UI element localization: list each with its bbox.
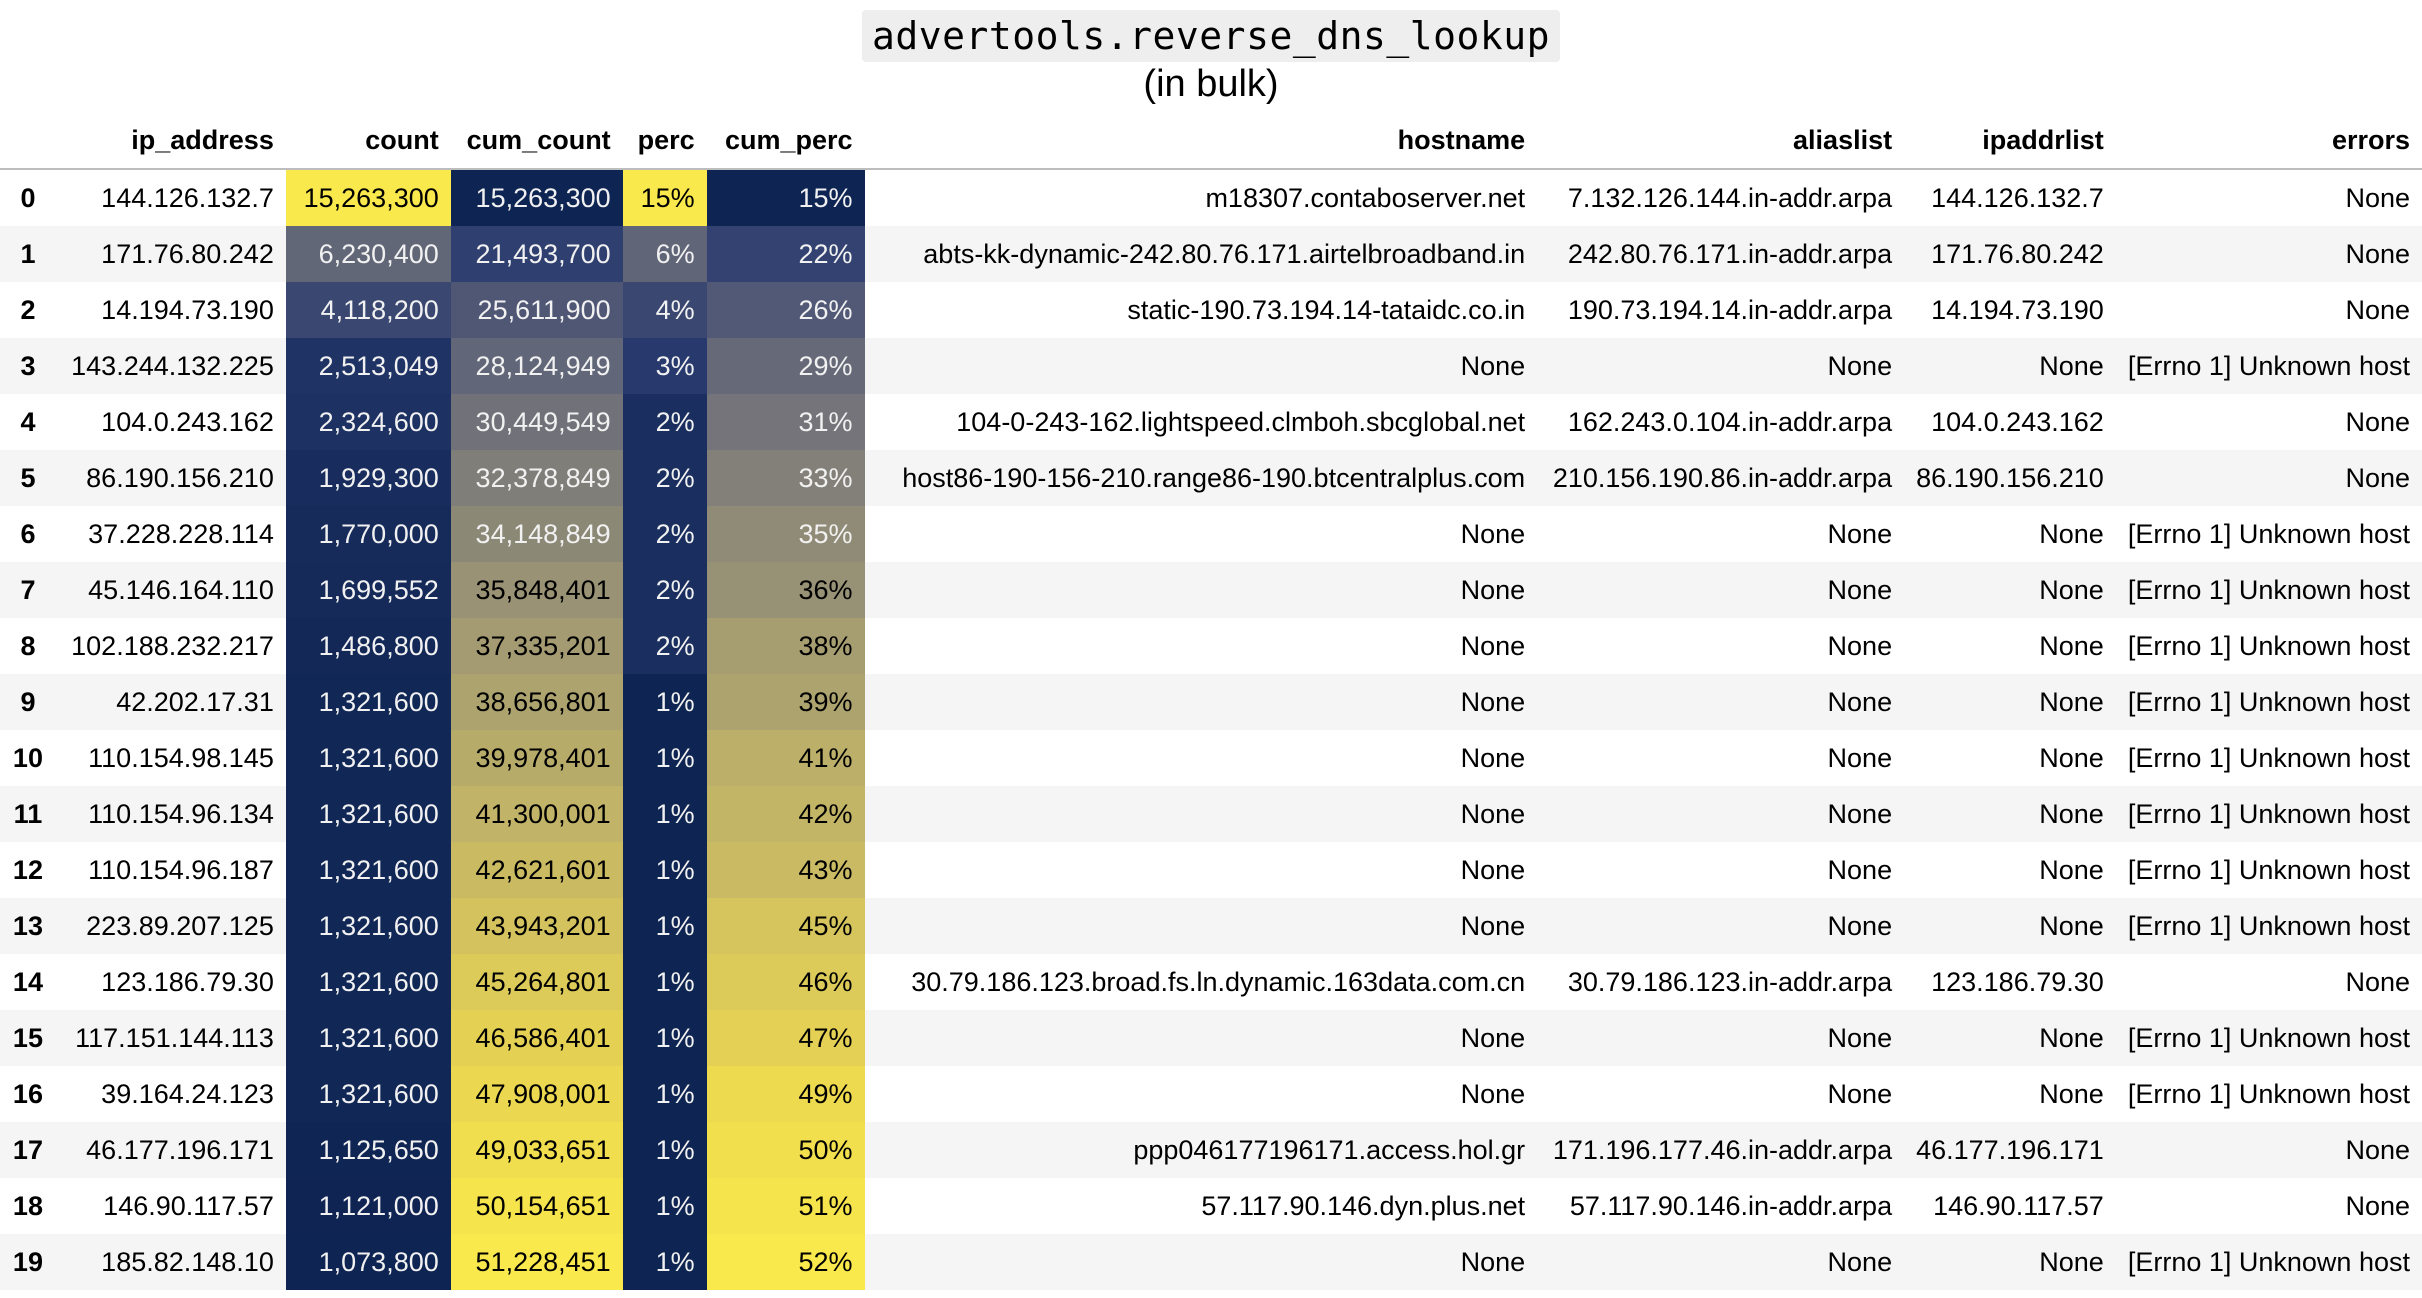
- row-index: 5: [20, 462, 36, 493]
- cell-cum-count: 39,978,401: [451, 730, 623, 786]
- cell-ipaddrlist: None: [2039, 686, 2104, 717]
- cell-errors: [Errno 1] Unknown host: [2127, 630, 2410, 661]
- table-row: [0, 338, 2422, 394]
- table-row: [0, 954, 2422, 1010]
- cell-count: 1,699,552: [286, 562, 451, 618]
- cell-perc: 1%: [623, 786, 707, 842]
- cell-cum-perc: 46%: [707, 954, 865, 1010]
- cell-perc: 1%: [623, 842, 707, 898]
- row-index: 0: [20, 182, 36, 213]
- cell-ipaddrlist: None: [2039, 518, 2104, 549]
- cell-ip-address: 146.90.117.57: [103, 1190, 274, 1221]
- table-row: [0, 450, 2422, 506]
- header-count: count: [286, 112, 451, 169]
- cell-perc: 1%: [623, 1122, 707, 1178]
- cell-ip-address: 37.228.228.114: [88, 518, 274, 549]
- cell-cum-perc: 43%: [707, 842, 865, 898]
- cell-hostname: None: [1460, 1078, 1526, 1109]
- cell-cum-count: 28,124,949: [451, 338, 623, 394]
- header-aliaslist: aliaslist: [1537, 112, 1904, 169]
- cell-errors: [Errno 1] Unknown host: [2127, 686, 2410, 717]
- header-row: [0, 112, 2422, 169]
- cell-cum-count: 42,621,601: [451, 842, 623, 898]
- cell-cum-perc: 38%: [707, 618, 865, 674]
- cell-errors: [Errno 1] Unknown host: [2127, 1022, 2410, 1053]
- cell-errors: [Errno 1] Unknown host: [2127, 350, 2410, 381]
- cell-ipaddrlist: 123.186.79.30: [1931, 966, 2104, 997]
- cell-perc: 4%: [623, 282, 707, 338]
- cell-count: 1,321,600: [286, 1066, 451, 1122]
- cell-ipaddrlist: None: [2039, 854, 2104, 885]
- cell-cum-perc: 39%: [707, 674, 865, 730]
- row-index: 7: [20, 574, 36, 605]
- title-code: advertools.reverse_dns_lookup: [862, 10, 1560, 62]
- cell-count: 1,321,600: [286, 786, 451, 842]
- cell-hostname: None: [1460, 798, 1526, 829]
- cell-count: 1,125,650: [286, 1122, 451, 1178]
- cell-ip-address: 110.154.98.145: [88, 742, 274, 773]
- cell-ip-address: 14.194.73.190: [101, 294, 274, 325]
- table-row: [0, 1010, 2422, 1066]
- cell-aliaslist: 190.73.194.14.in-addr.arpa: [1567, 294, 1893, 325]
- cell-hostname: m18307.contaboserver.net: [1205, 182, 1526, 213]
- cell-ip-address: 143.244.132.225: [71, 350, 274, 381]
- cell-perc: 2%: [623, 450, 707, 506]
- cell-hostname: static-190.73.194.14-tataidc.co.in: [1127, 294, 1526, 325]
- cell-cum-perc: 41%: [707, 730, 865, 786]
- cell-errors: [Errno 1] Unknown host: [2127, 518, 2410, 549]
- cell-errors: [Errno 1] Unknown host: [2127, 1078, 2410, 1109]
- table-row: [0, 226, 2422, 282]
- cell-aliaslist: 7.132.126.144.in-addr.arpa: [1567, 182, 1893, 213]
- cell-count: 1,121,000: [286, 1178, 451, 1234]
- cell-ip-address: 110.154.96.187: [88, 854, 274, 885]
- cell-cum-perc: 29%: [707, 338, 865, 394]
- table-row: [0, 1178, 2422, 1234]
- table-row: [0, 618, 2422, 674]
- table-row: [0, 169, 2422, 226]
- table-row: [0, 730, 2422, 786]
- cell-cum-count: 32,378,849: [451, 450, 623, 506]
- cell-ipaddrlist: None: [2039, 630, 2104, 661]
- cell-errors: None: [2345, 1134, 2410, 1165]
- cell-count: 4,118,200: [286, 282, 451, 338]
- header-errors: errors: [2116, 112, 2422, 169]
- cell-errors: None: [2345, 294, 2410, 325]
- cell-aliaslist: None: [1827, 798, 1893, 829]
- cell-cum-count: 21,493,700: [451, 226, 623, 282]
- cell-ipaddrlist: 146.90.117.57: [1933, 1190, 2104, 1221]
- cell-cum-count: 43,943,201: [451, 898, 623, 954]
- cell-ip-address: 223.89.207.125: [86, 910, 274, 941]
- cell-ip-address: 104.0.243.162: [101, 406, 274, 437]
- cell-cum-count: 51,228,451: [451, 1234, 623, 1290]
- cell-aliaslist: None: [1827, 686, 1893, 717]
- cell-ipaddrlist: None: [2039, 574, 2104, 605]
- cell-perc: 1%: [623, 1010, 707, 1066]
- cell-ipaddrlist: 144.126.132.7: [1931, 182, 2104, 213]
- table-body: [0, 169, 2422, 1290]
- row-index: 6: [20, 518, 36, 549]
- cell-count: 1,321,600: [286, 674, 451, 730]
- cell-errors: [Errno 1] Unknown host: [2127, 1246, 2410, 1277]
- cell-aliaslist: None: [1827, 1246, 1893, 1277]
- header-ipaddrlist: ipaddrlist: [1904, 112, 2116, 169]
- row-index: 14: [12, 966, 43, 997]
- cell-count: 2,513,049: [286, 338, 451, 394]
- table-row: [0, 674, 2422, 730]
- cell-errors: [Errno 1] Unknown host: [2127, 742, 2410, 773]
- row-index: 13: [12, 910, 43, 941]
- cell-cum-perc: 52%: [707, 1234, 865, 1290]
- table-row: [0, 562, 2422, 618]
- cell-hostname: None: [1460, 686, 1526, 717]
- cell-aliaslist: None: [1827, 1078, 1893, 1109]
- cell-aliaslist: 162.243.0.104.in-addr.arpa: [1567, 406, 1893, 437]
- cell-aliaslist: None: [1827, 854, 1893, 885]
- cell-ip-address: 144.126.132.7: [101, 182, 274, 213]
- dataframe-table: [0, 112, 2422, 1290]
- header-hostname: hostname: [865, 112, 1538, 169]
- cell-cum-count: 37,335,201: [451, 618, 623, 674]
- header-index: [0, 112, 56, 169]
- cell-count: 1,929,300: [286, 450, 451, 506]
- cell-count: 1,321,600: [286, 954, 451, 1010]
- cell-perc: 2%: [623, 562, 707, 618]
- row-index: 3: [20, 350, 36, 381]
- cell-cum-perc: 42%: [707, 786, 865, 842]
- table-row: [0, 282, 2422, 338]
- row-index: 11: [13, 798, 43, 829]
- cell-errors: [Errno 1] Unknown host: [2127, 798, 2410, 829]
- cell-ip-address: 42.202.17.31: [116, 686, 274, 717]
- cell-hostname: None: [1460, 1022, 1526, 1053]
- header-perc: perc: [623, 112, 707, 169]
- cell-errors: None: [2345, 182, 2410, 213]
- cell-aliaslist: 242.80.76.171.in-addr.arpa: [1567, 238, 1893, 269]
- cell-perc: 1%: [623, 1234, 707, 1290]
- cell-aliaslist: 57.117.90.146.in-addr.arpa: [1569, 1190, 1893, 1221]
- cell-count: 1,321,600: [286, 1010, 451, 1066]
- cell-errors: None: [2345, 1190, 2410, 1221]
- cell-count: 1,321,600: [286, 898, 451, 954]
- cell-cum-count: 49,033,651: [451, 1122, 623, 1178]
- header-cum-count: cum_count: [451, 112, 623, 169]
- row-index: 19: [12, 1246, 43, 1277]
- cell-cum-count: 15,263,300: [451, 169, 623, 226]
- cell-hostname: 104-0-243-162.lightspeed.clmboh.sbcglobal.net: [956, 406, 1526, 437]
- cell-perc: 2%: [623, 394, 707, 450]
- cell-aliaslist: None: [1827, 350, 1893, 381]
- cell-ipaddrlist: 46.177.196.171: [1916, 1134, 2104, 1165]
- cell-cum-count: 41,300,001: [451, 786, 623, 842]
- cell-ipaddrlist: None: [2039, 350, 2104, 381]
- cell-cum-count: 34,148,849: [451, 506, 623, 562]
- cell-errors: [Errno 1] Unknown host: [2127, 910, 2410, 941]
- cell-hostname: None: [1460, 742, 1526, 773]
- table-row: [0, 1066, 2422, 1122]
- cell-count: 1,321,600: [286, 842, 451, 898]
- cell-cum-perc: 35%: [707, 506, 865, 562]
- cell-aliaslist: None: [1827, 742, 1893, 773]
- cell-count: 2,324,600: [286, 394, 451, 450]
- cell-count: 1,073,800: [286, 1234, 451, 1290]
- cell-ip-address: 117.151.144.113: [75, 1022, 274, 1053]
- cell-errors: None: [2345, 966, 2410, 997]
- cell-errors: None: [2345, 406, 2410, 437]
- header-cum-perc: cum_perc: [707, 112, 865, 169]
- cell-ip-address: 46.177.196.171: [86, 1134, 274, 1165]
- cell-hostname: None: [1460, 910, 1526, 941]
- cell-cum-count: 46,586,401: [451, 1010, 623, 1066]
- cell-ipaddrlist: None: [2039, 910, 2104, 941]
- cell-cum-perc: 50%: [707, 1122, 865, 1178]
- cell-perc: 2%: [623, 506, 707, 562]
- cell-ip-address: 171.76.80.242: [101, 238, 274, 269]
- cell-errors: [Errno 1] Unknown host: [2127, 574, 2410, 605]
- cell-aliaslist: None: [1827, 1022, 1893, 1053]
- cell-cum-perc: 49%: [707, 1066, 865, 1122]
- row-index: 1: [20, 238, 36, 269]
- cell-cum-perc: 26%: [707, 282, 865, 338]
- cell-cum-perc: 33%: [707, 450, 865, 506]
- cell-ipaddrlist: None: [2039, 798, 2104, 829]
- cell-perc: 1%: [623, 898, 707, 954]
- row-index: 17: [12, 1134, 43, 1165]
- table-row: [0, 506, 2422, 562]
- row-index: 16: [12, 1078, 43, 1109]
- row-index: 4: [20, 406, 36, 437]
- cell-perc: 1%: [623, 954, 707, 1010]
- cell-hostname: 57.117.90.146.dyn.plus.net: [1201, 1190, 1526, 1221]
- row-index: 12: [12, 854, 43, 885]
- cell-ipaddrlist: 14.194.73.190: [1931, 294, 2104, 325]
- cell-count: 6,230,400: [286, 226, 451, 282]
- cell-cum-count: 35,848,401: [451, 562, 623, 618]
- cell-cum-perc: 45%: [707, 898, 865, 954]
- cell-ip-address: 86.190.156.210: [86, 462, 274, 493]
- cell-count: 15,263,300: [286, 169, 451, 226]
- row-index: 10: [12, 742, 43, 773]
- cell-ipaddrlist: None: [2039, 742, 2104, 773]
- cell-cum-count: 30,449,549: [451, 394, 623, 450]
- cell-hostname: None: [1460, 854, 1526, 885]
- cell-aliaslist: None: [1827, 518, 1893, 549]
- cell-cum-perc: 22%: [707, 226, 865, 282]
- cell-count: 1,770,000: [286, 506, 451, 562]
- cell-hostname: ppp046177196171.access.hol.gr: [1133, 1134, 1526, 1165]
- cell-ip-address: 102.188.232.217: [71, 630, 274, 661]
- cell-aliaslist: None: [1827, 910, 1893, 941]
- cell-ip-address: 123.186.79.30: [101, 966, 274, 997]
- cell-aliaslist: 210.156.190.86.in-addr.arpa: [1552, 462, 1893, 493]
- cell-hostname: None: [1460, 1246, 1526, 1277]
- cell-perc: 1%: [623, 674, 707, 730]
- cell-perc: 3%: [623, 338, 707, 394]
- table-row: [0, 786, 2422, 842]
- cell-cum-count: 50,154,651: [451, 1178, 623, 1234]
- cell-hostname: None: [1460, 574, 1526, 605]
- cell-cum-count: 45,264,801: [451, 954, 623, 1010]
- cell-cum-count: 38,656,801: [451, 674, 623, 730]
- cell-hostname: None: [1460, 350, 1526, 381]
- cell-hostname: None: [1460, 518, 1526, 549]
- cell-cum-perc: 31%: [707, 394, 865, 450]
- cell-cum-perc: 47%: [707, 1010, 865, 1066]
- cell-cum-perc: 36%: [707, 562, 865, 618]
- cell-ipaddrlist: None: [2039, 1022, 2104, 1053]
- cell-perc: 2%: [623, 618, 707, 674]
- row-index: 2: [20, 294, 36, 325]
- cell-ipaddrlist: 86.190.156.210: [1916, 462, 2104, 493]
- cell-hostname: abts-kk-dynamic-242.80.76.171.airtelbroadband.in: [923, 238, 1526, 269]
- cell-ipaddrlist: 104.0.243.162: [1931, 406, 2104, 437]
- row-index: 8: [20, 630, 36, 661]
- cell-cum-count: 47,908,001: [451, 1066, 623, 1122]
- table-row: [0, 394, 2422, 450]
- cell-perc: 1%: [623, 730, 707, 786]
- cell-count: 1,486,800: [286, 618, 451, 674]
- cell-perc: 6%: [623, 226, 707, 282]
- cell-aliaslist: None: [1827, 630, 1893, 661]
- cell-ip-address: 185.82.148.10: [101, 1246, 274, 1277]
- title-subtitle: (in bulk): [1143, 63, 1279, 105]
- title-block: [0, 10, 2422, 106]
- table-row: [0, 898, 2422, 954]
- table-row: [0, 1122, 2422, 1178]
- cell-errors: [Errno 1] Unknown host: [2127, 854, 2410, 885]
- table-row: [0, 1234, 2422, 1290]
- row-index: 15: [12, 1022, 43, 1053]
- cell-cum-perc: 15%: [707, 169, 865, 226]
- cell-cum-count: 25,611,900: [451, 282, 623, 338]
- cell-perc: 1%: [623, 1178, 707, 1234]
- row-index: 9: [20, 686, 36, 717]
- cell-ip-address: 110.154.96.134: [88, 798, 274, 829]
- cell-hostname: host86-190-156-210.range86-190.btcentralplus.com: [902, 462, 1526, 493]
- cell-aliaslist: 30.79.186.123.in-addr.arpa: [1567, 966, 1893, 997]
- cell-count: 1,321,600: [286, 730, 451, 786]
- cell-errors: None: [2345, 462, 2410, 493]
- row-index: 18: [12, 1190, 43, 1221]
- cell-ipaddrlist: None: [2039, 1246, 2104, 1277]
- cell-aliaslist: None: [1827, 574, 1893, 605]
- cell-perc: 1%: [623, 1066, 707, 1122]
- cell-ip-address: 39.164.24.123: [101, 1078, 274, 1109]
- cell-cum-perc: 51%: [707, 1178, 865, 1234]
- cell-ipaddrlist: None: [2039, 1078, 2104, 1109]
- cell-hostname: None: [1460, 630, 1526, 661]
- cell-aliaslist: 171.196.177.46.in-addr.arpa: [1552, 1134, 1893, 1165]
- cell-perc: 15%: [623, 169, 707, 226]
- table-row: [0, 842, 2422, 898]
- header-ip-address: ip_address: [56, 112, 286, 169]
- cell-errors: None: [2345, 238, 2410, 269]
- cell-hostname: 30.79.186.123.broad.fs.ln.dynamic.163data.com.cn: [911, 966, 1526, 997]
- cell-ipaddrlist: 171.76.80.242: [1931, 238, 2104, 269]
- cell-ip-address: 45.146.164.110: [88, 574, 274, 605]
